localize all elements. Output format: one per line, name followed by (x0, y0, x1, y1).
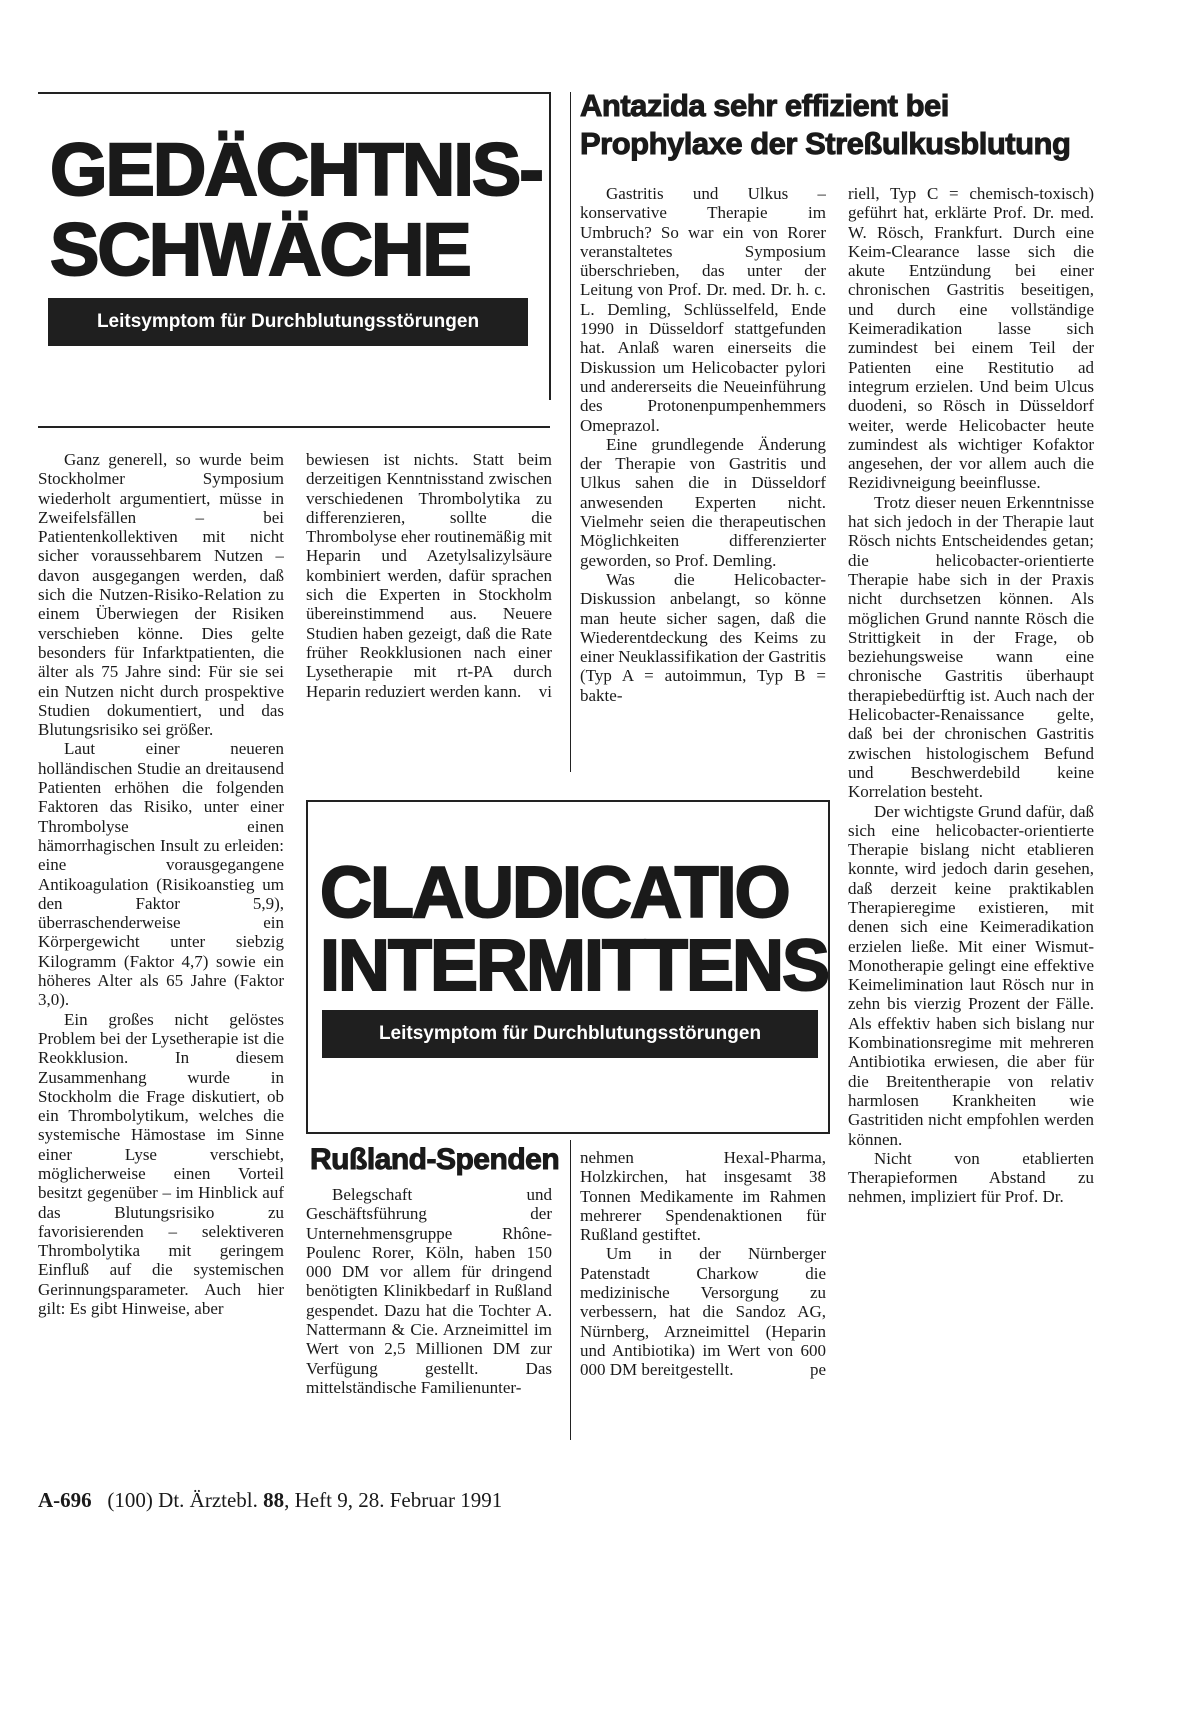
left-article-top-rule (38, 426, 550, 428)
top-ad-rule (38, 92, 550, 94)
paragraph: Gastritis und Ulkus – konservative Therapie im Umbruch? So war ein von Rorer veranstaltetes Symposium überschrieben, das unter der Leitung von Prof. Dr. med. Dr. h. c. L. Demling, Schlüsselfeld, Ende 1990 in Düsseldorf stattgefunden hat. Anlaß waren einerseits die Diskussion um Helicobacter pylori und andererseits die Neueinführung des Protonenpumpenhemmers Omeprazol. (580, 184, 826, 435)
right-article-col2 (848, 184, 1094, 1432)
paragraph: Trotz dieser neuen Erkenntnisse hat sich jedoch in der Therapie laut Rösch nichts Entscheidendes getan; die helicobacter-orientierte Therapie habe sich in der Praxis nicht durchsetzen können. Als möglichen Grund nannte Rösch die Strittigkeit in der Frage, ob beziehungsweise wann eine chronische Gastritis überhaupt therapiebedürftig ist. Auch nach der Helicobacter-Renaissance gelte, daß bei der chronischen Gastritis zwischen histologischem Befund und Beschwerdebild keine Korrelation besteht. (848, 492, 1094, 802)
author-signature: pe (809, 1360, 826, 1380)
top-ad-right-border (549, 92, 551, 400)
page-footer (38, 1488, 502, 1513)
issue-date: , Heft 9, 28. Februar 1991 (284, 1488, 503, 1512)
paragraph: Nicht von etablierten Therapieformen Abstand zu nehmen, impliziert für Prof. Dr. (848, 1148, 1094, 1207)
paragraph: Eine grundlegende Änderung der Therapie von Gastritis und Ulkus sahen die in Düsseldorf anwesenden Experten nicht. Vielmehr seien die therapeutischen Möglichkeiten differenzierter geworden, so Prof. Demling. (580, 434, 826, 570)
paragraph: nehmen Hexal-Pharma, Holzkirchen, hat insgesamt 38 Tonnen Medikamente im Rahmen mehrerer Spendenaktionen für Rußland gestiftet. (580, 1148, 826, 1245)
russland-col2 (580, 1148, 826, 1438)
right-article-headline-line2: Prophylaxe der Streßulkusblutung (580, 126, 1071, 161)
right-article-col1 (580, 184, 826, 774)
right-article-divider (570, 92, 571, 772)
left-article-col2 (306, 450, 552, 780)
russland-headline: Rußland-Spenden (310, 1143, 560, 1176)
russland-col1 (306, 1185, 552, 1435)
paragraph: Belegschaft und Geschäftsführung der Unternehmensgruppe Rhône-Poulenc Rorer, Köln, haben 150 000 DM vor allem für dringend benötigten Klinikbedarf in Rußland gespendet. Dazu hat die Tochter A. Nattermann & Cie. Arzneimittel im Wert von 2,5 Millionen DM zur Verfügung gestellt. Das mittelständische Familienunter- (306, 1185, 552, 1397)
paragraph: Ganz generell, so wurde beim Stockholmer Symposium wiederholt argumentiert, müsse in Zweifelsfällen – bei Patientenkollektiven mit nicht sicher voraussehbarem Nutzen – davon ausgegangen werden, daß sich die Nutzen-Risiko-Relation zu einem Überwiegen der Risiken verschieben könne. Dies gelte besonders für Infarktpatienten, die älter als 75 Jahre sind: Für sie sei ein Nutzen nicht durch prospektive Studien dokumentiert, und das Blutungsrisiko sei größer. (38, 450, 284, 740)
paragraph: Um in der Nürnberger Patenstadt Charkow die medizinische Versorgung zu verbessern, hat die Sandoz AG, Nürnberg, Arzneimittel (Heparin und Antibiotika) im Wert von 600 000 DM bereitgestellt. pe (580, 1244, 826, 1380)
bottom-ad-title-line1: CLAUDICATIO (320, 853, 789, 933)
left-article-col1 (38, 450, 284, 1730)
top-ad-title-line1: GEDÄCHTNIS- (50, 128, 542, 211)
page-number: A-696 (38, 1488, 92, 1512)
volume-number: 88 (263, 1488, 285, 1512)
author-signature: vi (538, 681, 552, 701)
right-article-headline-line1: Antazida sehr effizient bei (580, 88, 949, 123)
bottom-ad-subtitle-bar: Leitsymptom für Durchblutungsstörungen (322, 1010, 818, 1058)
top-ad-subtitle-bar: Leitsymptom für Durchblutungsstörungen (48, 298, 528, 346)
paragraph: bewiesen ist nichts. Statt beim derzeitigen Kenntnisstand zwischen verschiedenen Thrombolytika zu differenzieren, sollte die Thrombolyse eher routinemäßig mit Heparin und Azetylsalizylsäure kombiniert werden, dafür sprachen sich die Experten in Stockholm übereinstimmend aus. Neuere Studien haben gezeigt, daß die Rate früher Reokklusionen nach einer Lysetherapie mit rt-PA durch Heparin reduziert werden kann. vi (306, 450, 552, 701)
russland-divider (570, 1140, 571, 1440)
paragraph: Laut einer neueren holländischen Studie an dreitausend Patienten erhöhen die folgenden Faktoren das Risiko, unter einer Thrombolyse einen hämorrhagischen Insult zu erleiden: eine vorausgegangene Antikoagulation (Risikoanstieg um den Faktor 5,9), überraschenderweise ein Körpergewicht unter siebzig Kilogramm (Faktor 4,7) sowie ein höheres Alter als 65 Jahre (Faktor 3,0). (38, 739, 284, 1010)
journal-ref: (100) Dt. Ärztebl. (107, 1488, 258, 1512)
paragraph: Der wichtigste Grund dafür, daß sich eine helicobacter-orientierte Therapie bislang nicht etablieren konnte, wird jedoch darin gesehen, daß derzeit keine praktikablen Therapieregime existieren, mit denen sich eine Keimeradikation erzielen ließe. Mit einer Wismut-Monotherapie gelingt eine effektive Keimelimination laut Rösch nur in zehn bis vierzig Prozent der Fälle. Als effektiv haben sich bislang nur Kombinationsregime mit mehreren Antibiotika erwiesen, die aber für die Breitentherapie von relativ harmlosen Krankheiten wie Gastritiden nicht empfohlen werden können. (848, 801, 1094, 1149)
paragraph: Was die Helicobacter-Diskussion anbelangt, so könne man heute sicher sagen, daß die Wiederentdeckung des Keims zu einer Neuklassifikation der Gastritis (Typ A = autoimmun, Typ B = bakte- (580, 569, 826, 705)
paragraph: riell, Typ C = chemisch-toxisch) geführt hat, erklärte Prof. Dr. med. W. Rösch, Frankfurt. Durch eine Keim-Clearance lasse sich die akute Entzündung bei einer chronischen Gastritis beseitigen, und durch eine vollständige Keimeradikation lasse sich zumindest bei einem Teil der Patienten eine Restitutio ad integrum erzielen. Und beim Ulcus duodeni, so Rösch in Düsseldorf weiter, werde Helicobacter heute zumindest als wichtiger Kofaktor angesehen, der vor allem auch die Rezidivneigung beeinflusse. (848, 184, 1094, 493)
top-ad-title-line2: SCHWÄCHE (50, 208, 470, 291)
paragraph: Ein großes nicht gelöstes Problem bei der Lysetherapie ist die Reokklusion. In diesem Zusammenhang wurde in Stockholm die Frage diskutiert, ob ein Thrombolytikum, welches die systemische Hämostase im Sinne einer Lyse verschiebt, möglicherweise einen Vorteil besitzt gegenüber – im Hinblick auf das Blutungsrisiko zu favorisierenden – selektiveren Thrombolytika mit geringem Einfluß auf die systemischen Gerinnungsparameter. Auch hier gilt: Es gibt Hinweise, aber (38, 1009, 284, 1319)
bottom-ad-title-line2: INTERMITTENS (320, 926, 828, 1006)
